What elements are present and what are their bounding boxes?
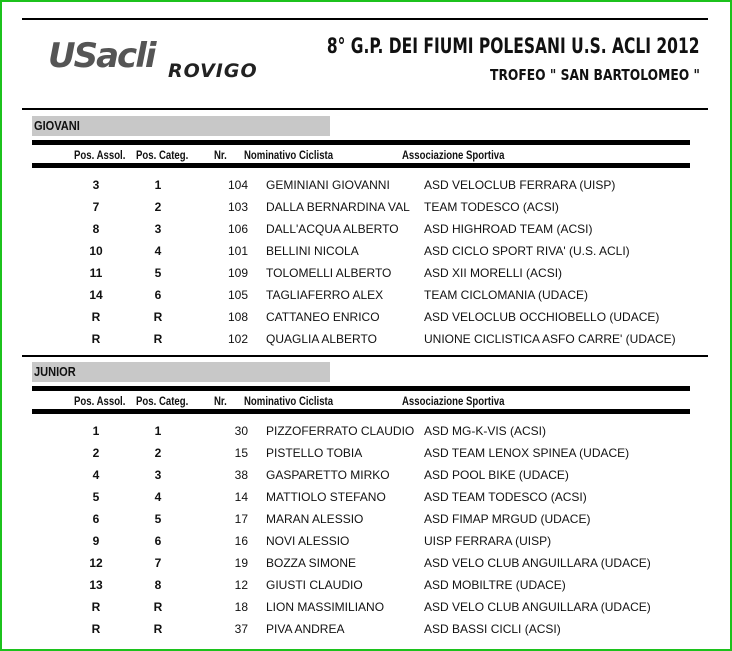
team-name: ASD CICLO SPORT RIVA' (U.S. ACLI) [424,244,630,258]
bib-number: 101 [227,244,248,258]
table-row [22,622,708,644]
table-row [22,266,708,288]
table-row [22,424,708,446]
team-name: ASD VELOCLUB FERRARA (UISP) [424,178,616,192]
pos-categ: 6 [154,288,162,302]
rider-name: NOVI ALESSIO [266,534,350,548]
team-name: ASD VELO CLUB ANGUILLARA (UDACE) [424,556,651,570]
section-giovani [22,116,708,352]
column-header-bar-top [32,140,690,145]
table-row [22,512,708,534]
table-row [22,578,708,600]
top-rule [22,18,708,20]
rider-name: GEMINIANI GIOVANNI [266,178,390,192]
bib-number: 12 [234,578,248,592]
table-row [22,244,708,266]
team-name: ASD XII MORELLI (ACSI) [424,266,563,280]
section-divider [22,355,708,357]
table-row [22,178,708,200]
table-row [22,332,708,354]
event-title: 8° G.P. DEI FIUMI POLESANI U.S. ACLI 2012 [327,34,700,58]
bib-number: 16 [234,534,248,548]
team-name: TEAM CICLOMANIA (UDACE) [424,288,589,302]
bib-number: 102 [227,332,248,346]
col-head-pos-assol: Pos. Assol. [74,148,126,162]
logo-text: USacli [48,36,155,76]
team-name: UNIONE CICLISTICA ASFO CARRE' (UDACE) [424,332,676,346]
pos-assol: R [91,600,101,614]
col-head-nr: Nr. [214,148,227,162]
team-name: ASD MOBILTRE (UDACE) [424,578,566,592]
header-rule [22,108,708,110]
bib-number: 38 [234,468,248,482]
bib-number: 103 [227,200,248,214]
bib-number: 109 [227,266,248,280]
table-row [22,600,708,622]
table-row [22,446,708,468]
col-head-team: Associazione Sportiva [402,148,505,162]
team-name: ASD TEAM LENOX SPINEA (UDACE) [424,446,630,460]
pos-categ: R [153,310,163,324]
rider-name: PIZZOFERRATO CLAUDIO [266,424,415,438]
pos-categ: 4 [154,244,162,258]
col-head-pos-assol: Pos. Assol. [74,394,126,408]
pos-assol: 6 [92,512,100,526]
rider-name: DALL'ACQUA ALBERTO [266,222,399,236]
table-row [22,468,708,490]
team-name: ASD POOL BIKE (UDACE) [424,468,569,482]
section-label-text: JUNIOR [34,364,76,379]
table-row [22,222,708,244]
column-header-bar-bottom [32,163,690,168]
pos-categ: 1 [154,424,162,438]
pos-assol: R [91,622,101,636]
pos-assol: 10 [89,244,103,258]
pos-assol: 2 [92,446,100,460]
team-name: TEAM TODESCO (ACSI) [424,200,559,214]
pos-categ: 7 [154,556,162,570]
team-name: ASD FIMAP MRGUD (UDACE) [424,512,591,526]
pos-assol: 11 [89,266,103,280]
pos-assol: 4 [92,468,100,482]
rider-name: GIUSTI CLAUDIO [266,578,363,592]
column-header-bar-bottom [32,409,690,414]
rider-name: MARAN ALESSIO [266,512,364,526]
bib-number: 105 [227,288,248,302]
section-junior [22,362,708,642]
rider-name: BOZZA SIMONE [266,556,357,570]
rider-name: PIVA ANDREA [266,622,345,636]
rider-name: MATTIOLO STEFANO [266,490,386,504]
table-row [22,310,708,332]
rider-name: PISTELLO TOBIA [266,446,363,460]
bib-number: 17 [234,512,248,526]
bib-number: 14 [234,490,248,504]
col-head-nr: Nr. [214,394,227,408]
rider-name: TAGLIAFERRO ALEX [266,288,384,302]
pos-assol: 7 [92,200,100,214]
section-label [32,362,330,382]
rider-name: DALLA BERNARDINA VAL [266,200,410,214]
pos-assol: 3 [92,178,100,192]
pos-assol: R [91,332,101,346]
rider-name: BELLINI NICOLA [266,244,359,258]
team-name: ASD BASSI CICLI (ACSI) [424,622,561,636]
city-name: ROVIGO [168,60,258,82]
bib-number: 106 [227,222,248,236]
table-row [22,200,708,222]
team-name: ASD VELO CLUB ANGUILLARA (UDACE) [424,600,651,614]
rider-name: CATTANEO ENRICO [266,310,380,324]
pos-assol: 13 [89,578,103,592]
rider-name: GASPARETTO MIRKO [266,468,390,482]
col-head-team: Associazione Sportiva [402,394,505,408]
section-label [32,116,330,136]
bib-number: 30 [234,424,248,438]
rider-name: LION MASSIMILIANO [266,600,385,614]
table-row [22,288,708,310]
pos-assol: 5 [92,490,100,504]
table-row [22,534,708,556]
col-head-pos-categ: Pos. Categ. [136,394,189,408]
table-row [22,490,708,512]
pos-categ: 8 [154,578,162,592]
team-name: ASD VELOCLUB OCCHIOBELLO (UDACE) [424,310,660,324]
bib-number: 37 [234,622,248,636]
pos-assol: 14 [89,288,103,302]
section-label-text: GIOVANI [34,118,80,133]
bib-number: 19 [234,556,248,570]
pos-categ: 5 [154,266,162,280]
pos-categ: R [153,600,163,614]
pos-categ: 3 [154,222,162,236]
pos-categ: 5 [154,512,162,526]
bib-number: 15 [234,446,248,460]
team-name: ASD HIGHROAD TEAM (ACSI) [424,222,593,236]
table-row [22,556,708,578]
col-head-name: Nominativo Ciclista [244,148,334,162]
bib-number: 18 [234,600,248,614]
pos-assol: 1 [92,424,100,438]
pos-categ: 1 [154,178,162,192]
team-name: ASD TEAM TODESCO (ACSI) [424,490,587,504]
pos-categ: 6 [154,534,162,548]
pos-categ: R [153,622,163,636]
pos-categ: 3 [154,468,162,482]
pos-assol: 12 [89,556,103,570]
pos-assol: 8 [92,222,100,236]
pos-categ: 2 [154,200,162,214]
pos-categ: R [153,332,163,346]
rider-name: TOLOMELLI ALBERTO [266,266,392,280]
bib-number: 108 [227,310,248,324]
col-head-pos-categ: Pos. Categ. [136,148,189,162]
bib-number: 104 [227,178,248,192]
usacli-logo [48,36,158,84]
pos-categ: 4 [154,490,162,504]
team-name: UISP FERRARA (UISP) [424,534,552,548]
pos-assol: 9 [92,534,100,548]
pos-assol: R [91,310,101,324]
team-name: ASD MG-K-VIS (ACSI) [424,424,547,438]
event-subtitle: TROFEO " SAN BARTOLOMEO " [490,66,700,84]
col-head-name: Nominativo Ciclista [244,394,334,408]
rider-name: QUAGLIA ALBERTO [266,332,377,346]
pos-categ: 2 [154,446,162,460]
column-header-bar-top [32,386,690,391]
